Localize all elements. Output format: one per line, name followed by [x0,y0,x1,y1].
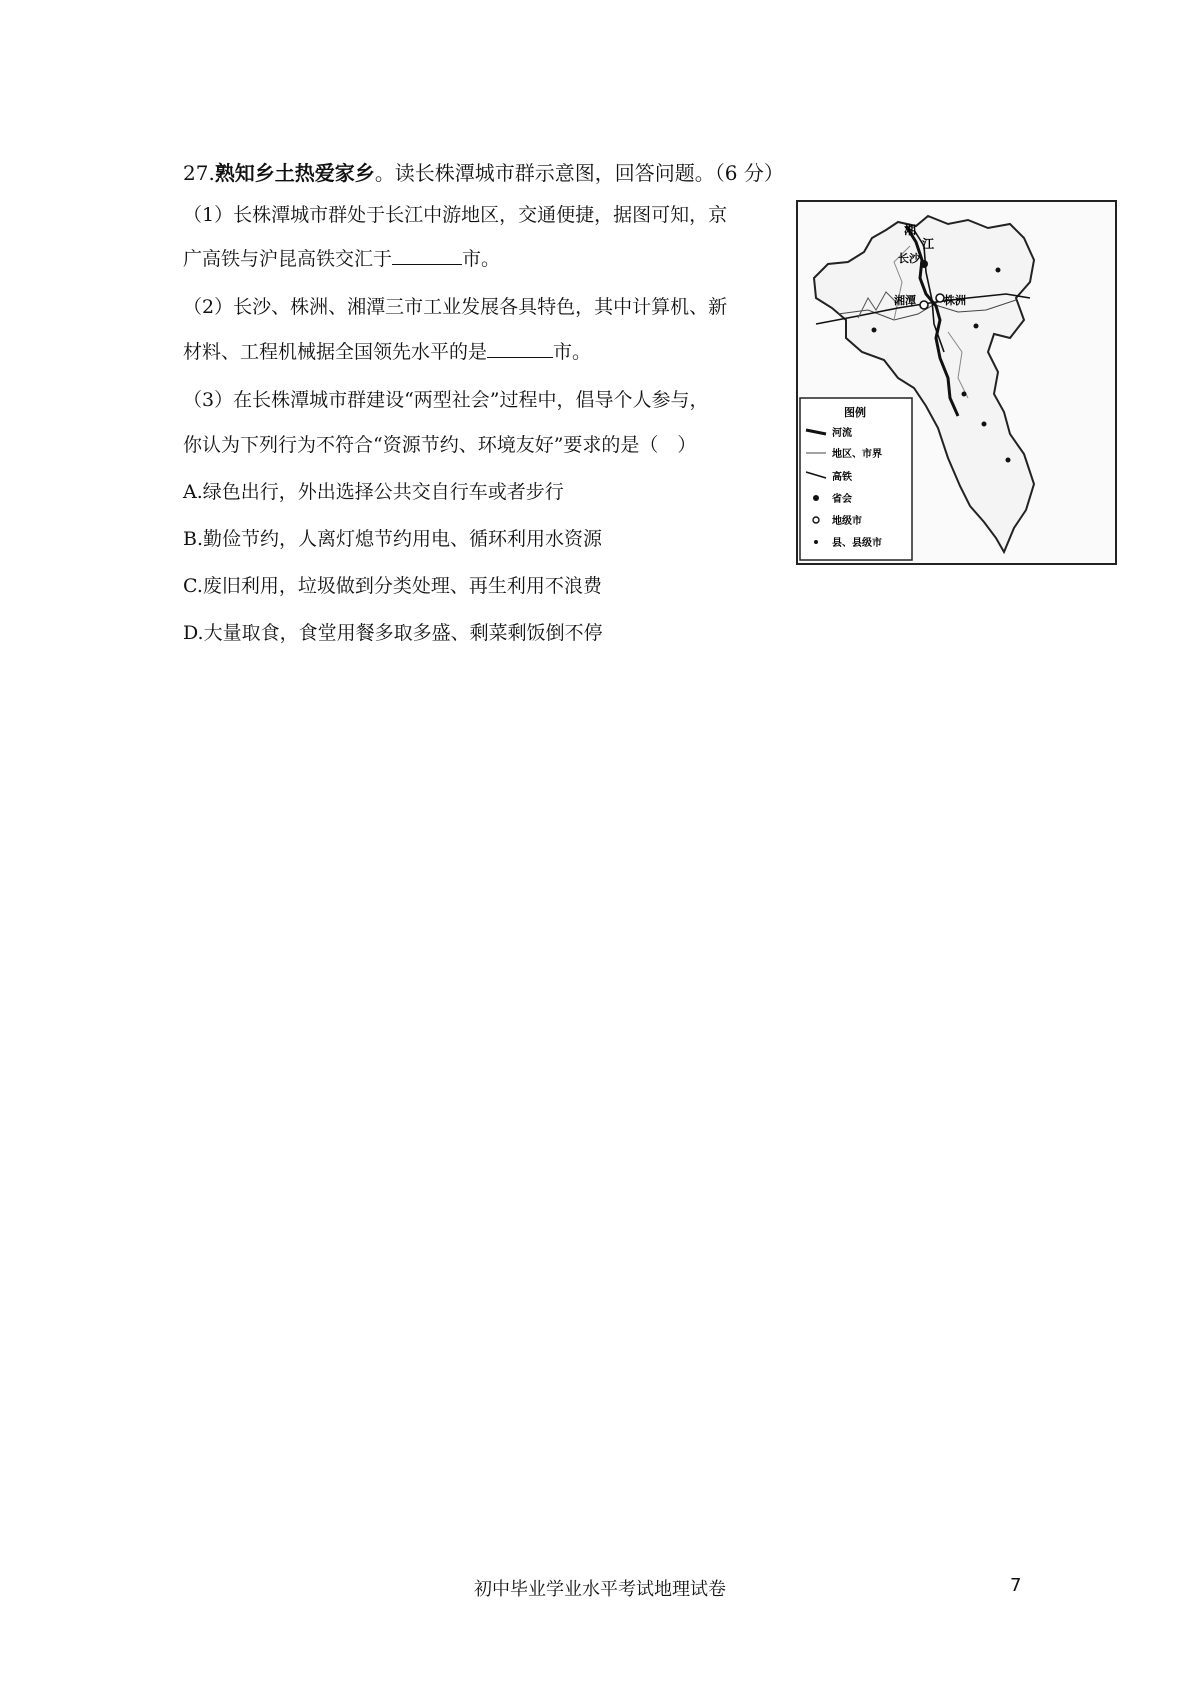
part1-line-1: （1）长株潭城市群处于长江中游地区，交通便捷，据图可知，京 [183,204,728,226]
page-number: 7 [1010,1575,1022,1596]
capital-city-marker [920,260,928,268]
legend-capital-symbol [813,495,819,501]
legend-county: 县、县级市 [832,538,882,549]
question-title [183,157,784,186]
river-label-2: 江 [922,237,935,251]
county-marker [974,324,979,329]
city-label-changsha: 长沙 [898,252,920,265]
legend-capital: 省会 [832,494,852,505]
part2-line-1: （2）长沙、株洲、湘潭三市工业发展各具特色，其中计算机、新 [183,296,728,318]
county-marker [872,328,877,333]
part2-line-2 [183,337,591,364]
legend-boundary: 地区、市界 [832,449,882,460]
county-marker [1006,458,1011,463]
map-graphic [798,202,1115,563]
part3-line-2: 你认为下列行为不符合“资源节约、环境友好”要求的是（ ） [183,434,697,456]
county-marker [982,422,987,427]
option-a: A.绿色出行，外出选择公共交自行车或者步行 [183,481,564,503]
answer-blank-1[interactable] [392,246,462,265]
prefecture-city-marker-1 [920,301,928,309]
legend-prefecture: 地级市 [832,516,862,527]
county-marker [962,392,967,397]
part3-line-1: （3）在长株潭城市群建设“两型社会”过程中，倡导个人参与， [183,389,709,411]
legend-frame [800,398,912,560]
legend-railway: 高铁 [832,472,852,483]
option-c: C.废旧利用，垃圾做到分类处理、再生利用不浪费 [183,575,602,597]
legend-river: 河流 [832,428,852,439]
legend-title: 图例 [844,406,866,419]
legend-county-symbol [814,540,818,544]
part1-line-2 [183,244,500,271]
part2-text-after: 市。 [553,341,592,363]
county-marker [996,268,1001,273]
map-legend [800,398,912,560]
part1-text-after: 市。 [462,248,501,270]
river-label-1: 湘 [904,223,917,237]
legend-prefecture-symbol [813,517,819,523]
changzhutan-map [796,200,1117,565]
part2-text-before: 材料、工程机械据全国领先水平的是 [183,341,488,363]
option-d: D.大量取食，食堂用餐多取多盛、剩菜剩饭倒不停 [183,622,603,644]
question-lead: 熟知乡土热爱家乡 [214,161,375,185]
part1-text-before: 广高铁与沪昆高铁交汇于 [183,248,393,270]
question-number: 27. [183,161,215,185]
footer-text: 初中毕业学业水平考试地理试卷 [474,1579,726,1600]
city-label-xiangtan: 湘潭 [894,294,916,307]
answer-blank-2[interactable] [487,339,553,358]
prefecture-city-marker-2 [936,294,944,302]
question-intro: 。读长株潭城市群示意图，回答问题。（6 分） [374,161,784,185]
option-b: B.勤俭节约，人离灯熄节约用电、循环利用水资源 [183,528,603,550]
city-label-zhuzhou: 株洲 [944,294,966,307]
